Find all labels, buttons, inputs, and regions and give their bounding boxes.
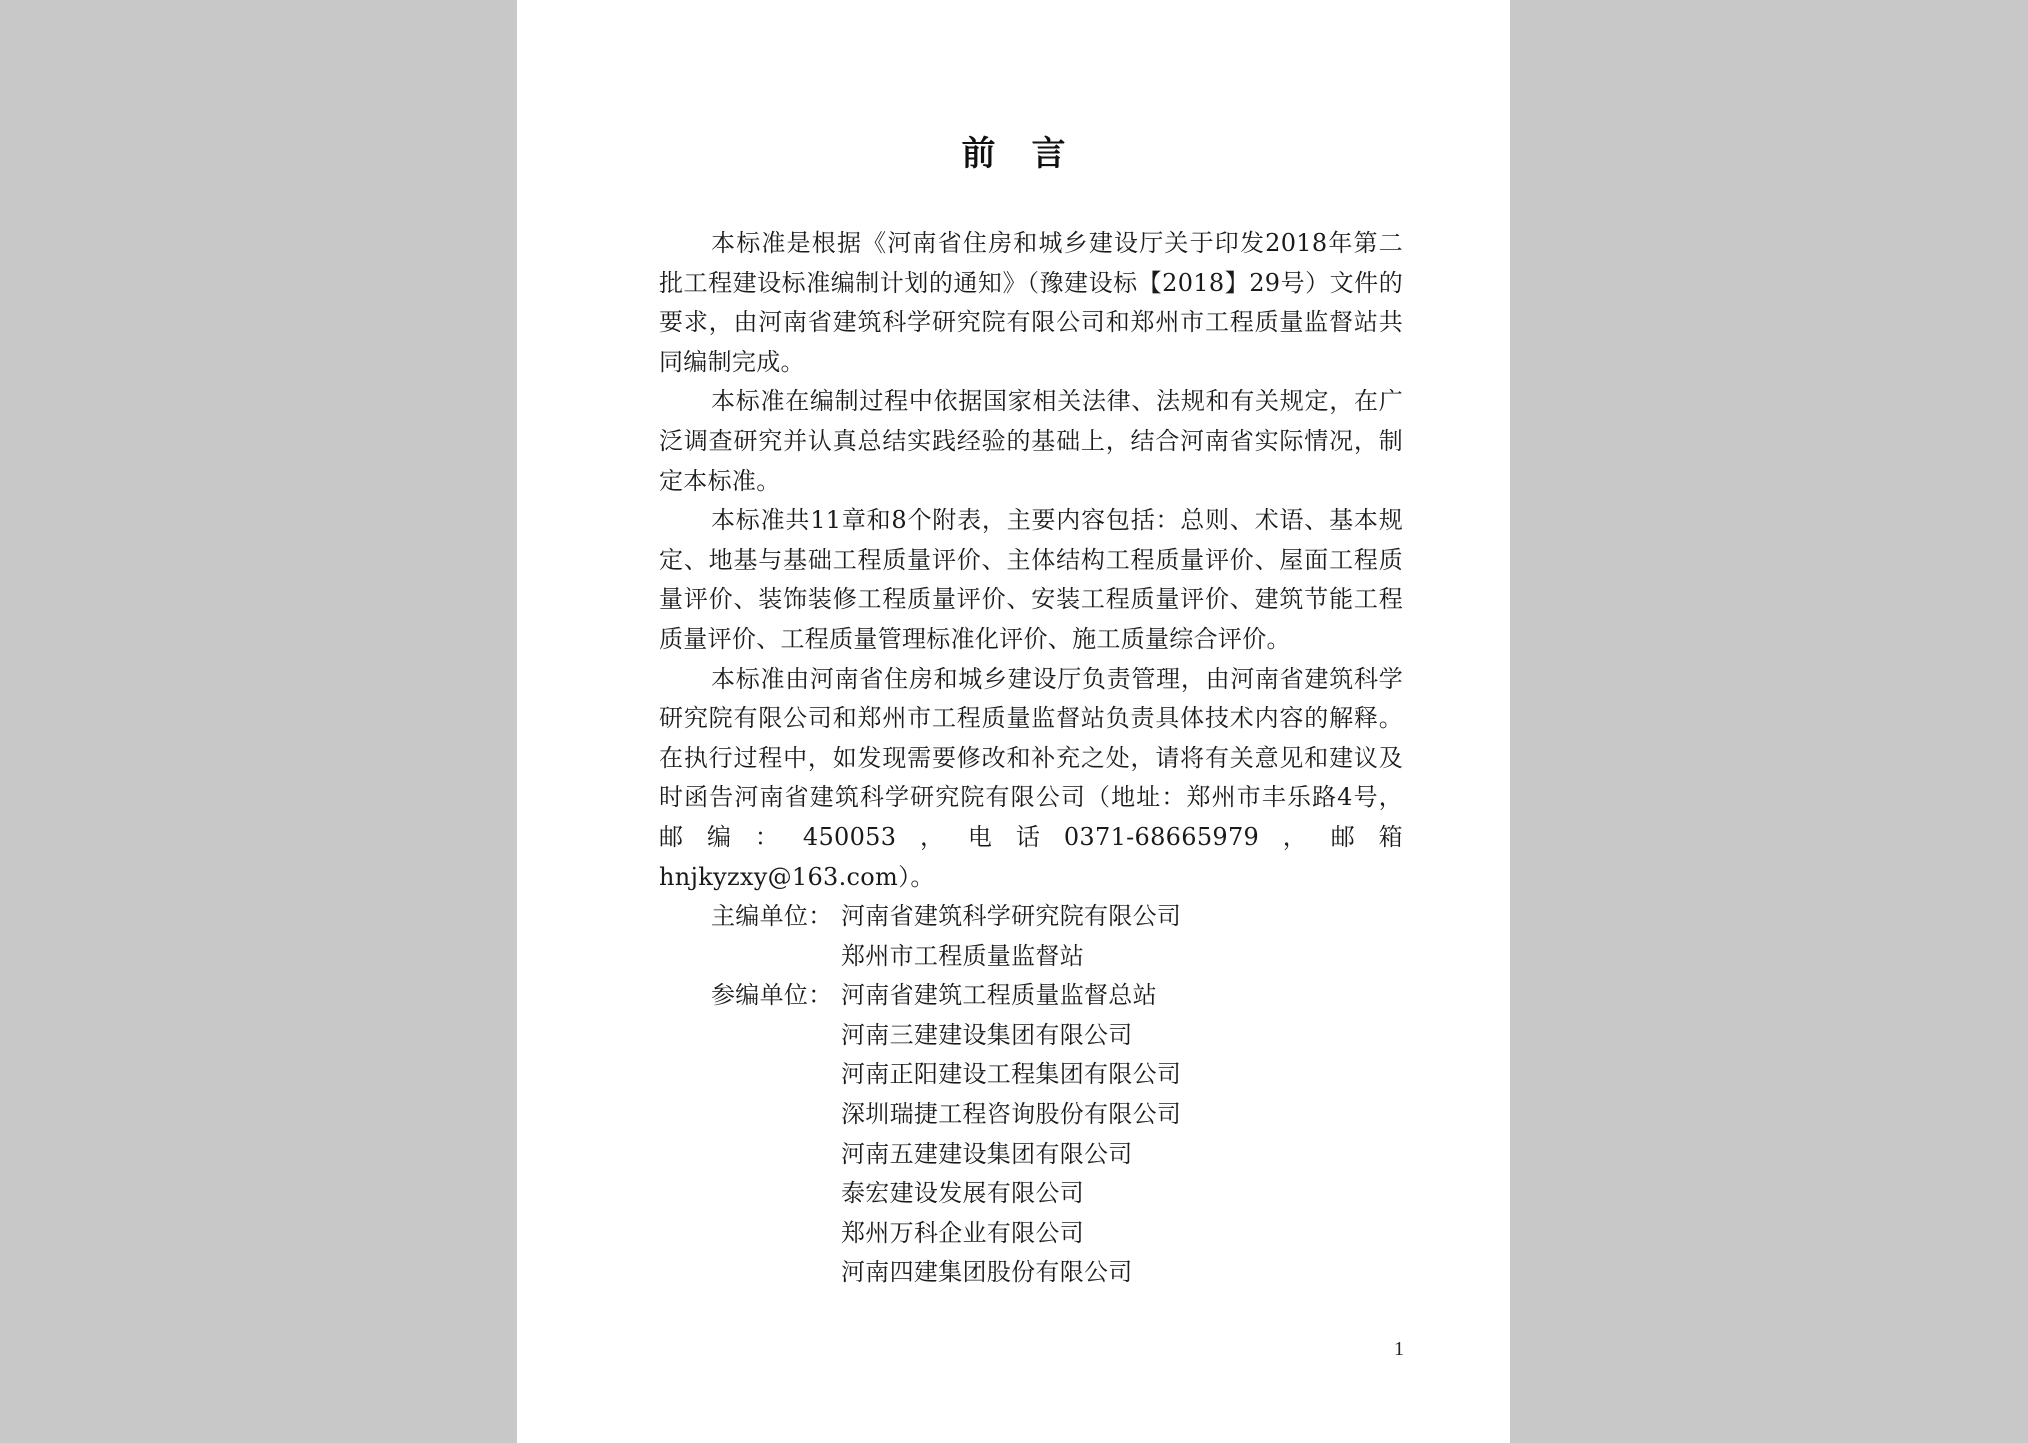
participating-unit-item: 河南三建建设集团有限公司 <box>841 1020 1133 1049</box>
participating-unit-item: 河南五建建设集团有限公司 <box>841 1139 1133 1168</box>
participating-unit-item: 河南省建筑工程质量监督总站 <box>841 981 1157 1010</box>
page-number: 1 <box>1394 1338 1404 1360</box>
participating-units-list <box>841 976 1403 1293</box>
document-page <box>517 0 1510 1443</box>
chief-units-label: 主编单位： <box>711 902 833 931</box>
chief-unit-item: 河南省建筑科学研究院有限公司 <box>841 902 1182 931</box>
participating-unit-item: 河南正阳建设工程集团有限公司 <box>841 1060 1182 1089</box>
chief-units-list <box>841 897 1403 976</box>
paragraph: 本标准在编制过程中依据国家相关法律、法规和有关规定，在广泛调查研究并认真总结实践经验的基础上，结合河南省实际情况，制定本标准。 <box>659 387 1403 495</box>
participating-units <box>659 976 1403 1293</box>
document-body <box>659 224 1403 1293</box>
participating-unit-item: 河南四建集团股份有限公司 <box>841 1258 1133 1287</box>
chief-units <box>659 897 1403 976</box>
chief-unit-item: 郑州市工程质量监督站 <box>841 941 1084 970</box>
participating-unit-item: 郑州万科企业有限公司 <box>841 1218 1084 1247</box>
paragraph: 本标准由河南省住房和城乡建设厅负责管理，由河南省建筑科学研究院有限公司和郑州市工程质量监督站负责具体技术内容的解释。在执行过程中，如发现需要修改和补充之处，请将有关意见和建议及时函告河南省建筑科学研究院有限公司（地址：郑州市丰乐路4号，邮编：450053，电话0371-68665979，邮箱hnjkyzxy@163.com）。 <box>659 664 1403 891</box>
participating-unit-item: 深圳瑞捷工程咨询股份有限公司 <box>841 1100 1182 1129</box>
participating-units-label: 参编单位： <box>711 981 833 1010</box>
paragraph: 本标准共11章和8个附表，主要内容包括：总则、术语、基本规定、地基与基础工程质量评价、主体结构工程质量评价、屋面工程质量评价、装饰装修工程质量评价、安装工程质量评价、建筑节能工程质量评价、工程质量管理标准化评价、施工质量综合评价。 <box>659 506 1403 653</box>
paragraph: 本标准是根据《河南省住房和城乡建设厅关于印发2018年第二批工程建设标准编制计划的通知》（豫建设标【2018】29号）文件的要求，由河南省建筑科学研究院有限公司和郑州市工程质量监督站共同编制完成。 <box>659 229 1403 376</box>
participating-unit-item: 泰宏建设发展有限公司 <box>841 1179 1084 1208</box>
page-title: 前言 <box>961 134 1102 174</box>
